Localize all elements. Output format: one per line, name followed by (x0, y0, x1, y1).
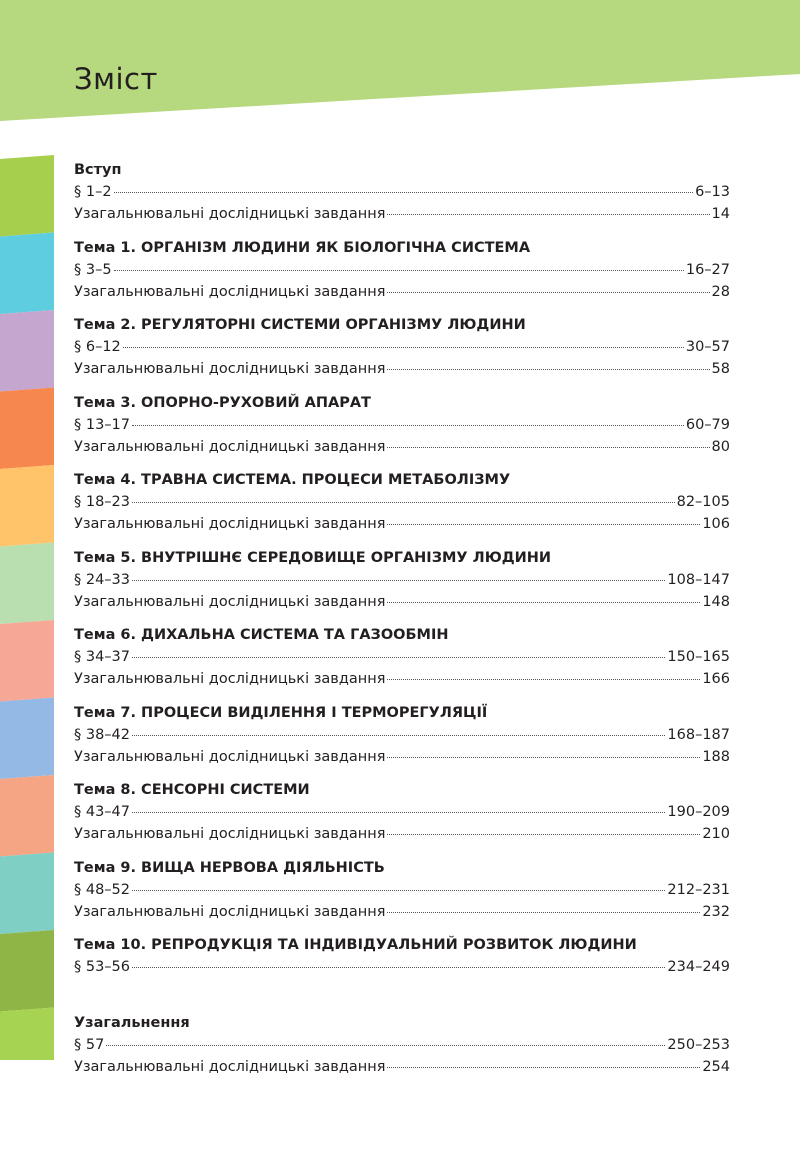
entry-label: Узагальнювальні дослідницькі завдання (74, 671, 386, 687)
section-title: Тема 7. ПРОЦЕСИ ВИДІЛЕННЯ І ТЕРМОРЕГУЛЯЦІЇ (74, 704, 488, 721)
toc-entry (74, 823, 730, 845)
toc-entry (74, 901, 730, 923)
entry-pages: 82–105 (676, 494, 730, 510)
entry-pages: 30–57 (685, 339, 730, 355)
section-title: Тема 4. ТРАВНА СИСТЕМА. ПРОЦЕСИ МЕТАБОЛІЗМУ (74, 472, 511, 488)
dot-leader (387, 292, 709, 293)
toc-section (74, 1012, 730, 1090)
page-title: Зміст (74, 62, 158, 96)
dot-leader (114, 270, 684, 271)
entry-label: Узагальнювальні дослідницькі завдання (74, 593, 386, 610)
toc-entry (74, 746, 730, 768)
toc-entry (74, 879, 730, 901)
dot-leader (387, 369, 709, 370)
toc-entry (74, 513, 730, 535)
dot-leader (106, 1045, 665, 1046)
color-tab (0, 310, 54, 392)
entry-label: Узагальнювальні дослідницькі завдання (74, 438, 386, 455)
entry-pages: 210 (702, 826, 730, 842)
table-of-contents (74, 159, 730, 1089)
toc-section (74, 469, 730, 547)
entry-pages: 166 (702, 671, 730, 687)
entry-pages: 108–147 (667, 571, 730, 588)
entry-label: § 34–37 (74, 649, 131, 665)
entry-pages: 250–253 (667, 1036, 730, 1053)
entry-label: § 6–12 (74, 339, 121, 355)
dot-leader (132, 657, 665, 658)
entry-label: Узагальнювальні дослідницькі завдання (74, 361, 386, 377)
toc-section (74, 314, 730, 392)
entry-pages: 190–209 (667, 804, 730, 820)
toc-section (74, 237, 730, 315)
entry-pages: 60–79 (685, 416, 730, 433)
dot-leader (132, 967, 665, 968)
entry-pages: 58 (711, 361, 730, 377)
toc-entry (74, 668, 730, 690)
dot-leader (387, 214, 709, 215)
entry-pages: 234–249 (667, 959, 730, 975)
color-tab (0, 930, 54, 1012)
entry-label: § 1–2 (74, 184, 112, 200)
entry-label: § 3–5 (74, 261, 112, 278)
dot-leader (387, 447, 709, 448)
toc-entry (74, 491, 730, 513)
toc-entry (74, 1056, 730, 1078)
dot-leader (132, 812, 665, 813)
entry-pages: 16–27 (685, 261, 730, 278)
toc-entry (74, 801, 730, 823)
toc-section (74, 934, 730, 1012)
toc-section (74, 779, 730, 857)
toc-section (74, 702, 730, 780)
dot-leader (387, 1067, 700, 1068)
toc-entry (74, 181, 730, 203)
toc-entry (74, 281, 730, 303)
section-title: Тема 2. РЕГУЛЯТОРНІ СИСТЕМИ ОРГАНІЗМУ ЛЮДИНИ (74, 317, 526, 333)
section-title: Тема 5. ВНУТРІШНЄ СЕРЕДОВИЩЕ ОРГАНІЗМУ ЛЮДИНИ (74, 549, 552, 566)
toc-section (74, 624, 730, 702)
entry-label: § 13–17 (74, 416, 131, 433)
toc-section (74, 857, 730, 935)
entry-pages: 254 (702, 1058, 730, 1075)
toc-section (74, 547, 730, 625)
entry-pages: 6–13 (695, 184, 730, 200)
section-title: Вступ (74, 162, 122, 178)
entry-label: Узагальнювальні дослідницькі завдання (74, 283, 386, 300)
entry-pages: 232 (702, 903, 730, 920)
toc-section (74, 159, 730, 237)
entry-pages: 106 (702, 516, 730, 532)
color-tab (0, 1008, 54, 1061)
entry-pages: 188 (702, 748, 730, 765)
toc-entry (74, 724, 730, 746)
toc-entry (74, 336, 730, 358)
entry-label: § 57 (74, 1036, 105, 1053)
entry-label: § 53–56 (74, 959, 131, 975)
entry-label: Узагальнювальні дослідницькі завдання (74, 748, 386, 765)
toc-entry (74, 591, 730, 613)
color-tabs (0, 155, 56, 1060)
toc-entry (74, 646, 730, 668)
entry-pages: 212–231 (667, 881, 730, 898)
toc-entry (74, 436, 730, 458)
color-tab (0, 155, 54, 237)
toc-section (74, 392, 730, 470)
color-tab (0, 775, 54, 857)
color-tab (0, 543, 54, 625)
toc-entry (74, 569, 730, 591)
dot-leader (387, 912, 700, 913)
dot-leader (132, 890, 665, 891)
dot-leader (114, 192, 694, 193)
section-title: Узагальнення (74, 1014, 190, 1031)
color-tab (0, 698, 54, 780)
color-tab (0, 233, 54, 315)
section-title: Тема 1. ОРГАНІЗМ ЛЮДИНИ ЯК БІОЛОГІЧНА СИСТЕМА (74, 239, 531, 256)
entry-pages: 148 (702, 593, 730, 610)
section-title: Тема 6. ДИХАЛЬНА СИСТЕМА ТА ГАЗООБМІН (74, 627, 449, 643)
entry-pages: 168–187 (667, 726, 730, 743)
entry-label: § 18–23 (74, 494, 131, 510)
dot-leader (132, 425, 684, 426)
entry-pages: 28 (711, 283, 730, 300)
section-title: Тема 9. ВИЩА НЕРВОВА ДІЯЛЬНІСТЬ (74, 859, 385, 876)
dot-leader (132, 502, 675, 503)
dot-leader (123, 347, 684, 348)
toc-entry (74, 358, 730, 380)
dot-leader (387, 834, 700, 835)
section-title: Тема 10. РЕПРОДУКЦІЯ ТА ІНДИВІДУАЛЬНИЙ РОЗВИТОК ЛЮДИНИ (74, 937, 637, 953)
dot-leader (387, 524, 700, 525)
entry-label: § 38–42 (74, 726, 131, 743)
dot-leader (387, 679, 700, 680)
entry-label: Узагальнювальні дослідницькі завдання (74, 826, 386, 842)
entry-label: § 48–52 (74, 881, 131, 898)
toc-entry (74, 414, 730, 436)
section-title: Тема 8. СЕНСОРНІ СИСТЕМИ (74, 782, 310, 798)
color-tab (0, 620, 54, 702)
entry-label: § 24–33 (74, 571, 131, 588)
toc-entry (74, 956, 730, 978)
section-title: Тема 3. ОПОРНО-РУХОВИЙ АПАРАТ (74, 394, 371, 411)
dot-leader (132, 580, 665, 581)
color-tab (0, 388, 54, 470)
color-tab (0, 853, 54, 935)
entry-pages: 80 (711, 438, 730, 455)
toc-entry (74, 259, 730, 281)
dot-leader (387, 757, 700, 758)
toc-entry (74, 203, 730, 225)
entry-label: § 43–47 (74, 804, 131, 820)
entry-pages: 150–165 (667, 649, 730, 665)
entry-label: Узагальнювальні дослідницькі завдання (74, 1058, 386, 1075)
toc-entry (74, 1034, 730, 1056)
entry-pages: 14 (711, 206, 730, 222)
entry-label: Узагальнювальні дослідницькі завдання (74, 903, 386, 920)
dot-leader (387, 602, 700, 603)
dot-leader (132, 735, 665, 736)
entry-label: Узагальнювальні дослідницькі завдання (74, 516, 386, 532)
color-tab (0, 465, 54, 547)
entry-label: Узагальнювальні дослідницькі завдання (74, 206, 386, 222)
